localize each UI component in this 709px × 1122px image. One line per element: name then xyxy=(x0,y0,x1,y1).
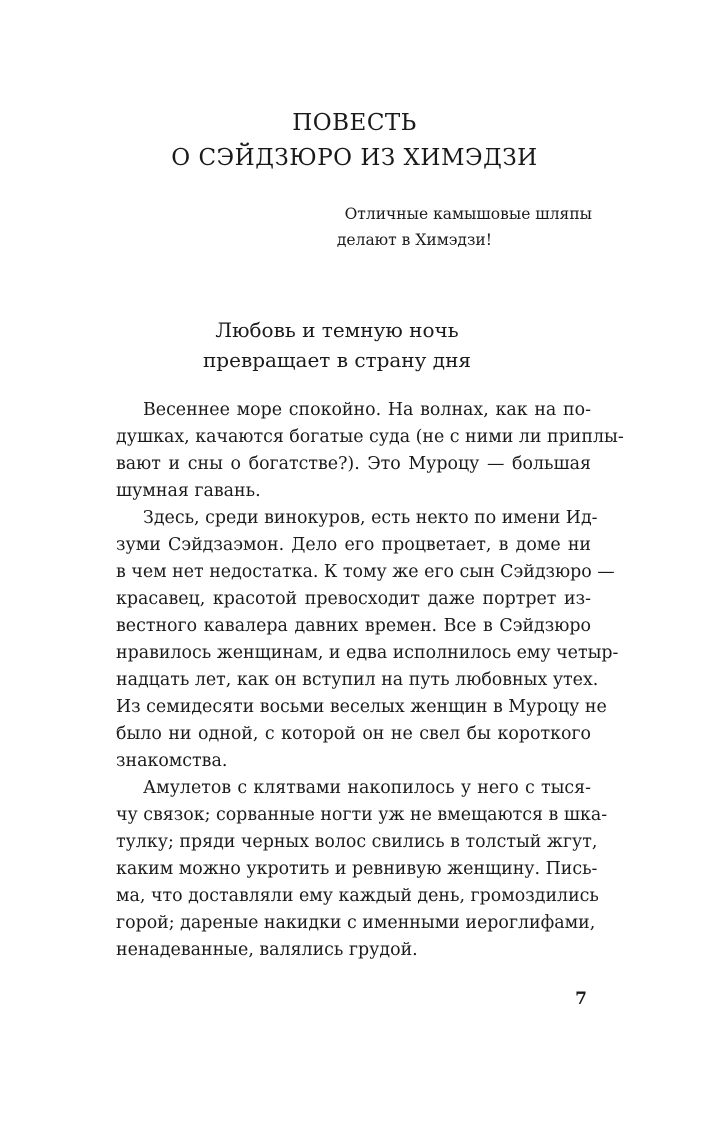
text-line: ма, что доставляли ему каждый день, громоздились xyxy=(116,886,599,906)
text-line: Весеннее море спокойно. На волнах, как на по- xyxy=(143,400,591,420)
text-line: надцать лет, как он вступил на путь любовных утех. xyxy=(116,670,599,690)
text-line: шумная гавань. xyxy=(116,481,261,501)
text-line: Из семидесяти восьми веселых женщин в Муроцу не xyxy=(116,697,607,717)
epigraph-line-2: делают в Химэдзи! xyxy=(336,231,492,249)
text-line: было ни одной, с которой он не свел бы короткого xyxy=(116,724,591,744)
text-line: тулку; пряди черных волос свились в толстый жгут, xyxy=(116,832,598,852)
text-line: горой; дареные накидки с именными иероглифами, xyxy=(116,913,596,933)
chapter-title-line-2: О СЭЙДЗЮРО ИЗ ХИМЭДЗИ xyxy=(171,145,538,171)
page-number: 7 xyxy=(575,989,587,1009)
text-line: в чем нет недостатка. К тому же его сын Сэйдзюро — xyxy=(116,562,615,582)
chapter-title-line-1: ПОВЕСТЬ xyxy=(292,110,417,136)
text-line: нравилось женщинам, и едва исполнилось ему четыр- xyxy=(116,643,619,663)
text-line: красавец, красотой превосходит даже портрет из- xyxy=(116,589,591,609)
text-line: вестного кавалера давних времен. Все в Сэйдзюро xyxy=(116,616,591,636)
text-line: зуми Сэйдзаэмон. Дело его процветает, в доме ни xyxy=(116,535,591,555)
text-line: Амулетов с клятвами накопилось у него с тыся- xyxy=(143,778,591,798)
text-line: вают и сны о богатстве?). Это Муроцу — большая xyxy=(116,454,591,474)
text-line: каким можно укротить и ревнивую женщину. Пись- xyxy=(116,859,598,879)
epigraph-line-1: Отличные камышовые шляпы xyxy=(344,205,592,223)
text-line: чу связок; сорванные ногти уж не вмещаются в шка- xyxy=(116,805,608,825)
text-line: Здесь, среди винокуров, есть некто по имени Ид- xyxy=(143,508,598,528)
text-line: ненадеванные, валялись грудой. xyxy=(116,940,418,960)
text-line: душках, качаются богатые суда (не с ними ли приплы- xyxy=(116,427,624,447)
section-title-line-2: превращает в страну дня xyxy=(202,348,472,372)
text-line: знакомства. xyxy=(116,751,228,771)
section-title-line-1: Любовь и темную ночь xyxy=(215,318,459,342)
